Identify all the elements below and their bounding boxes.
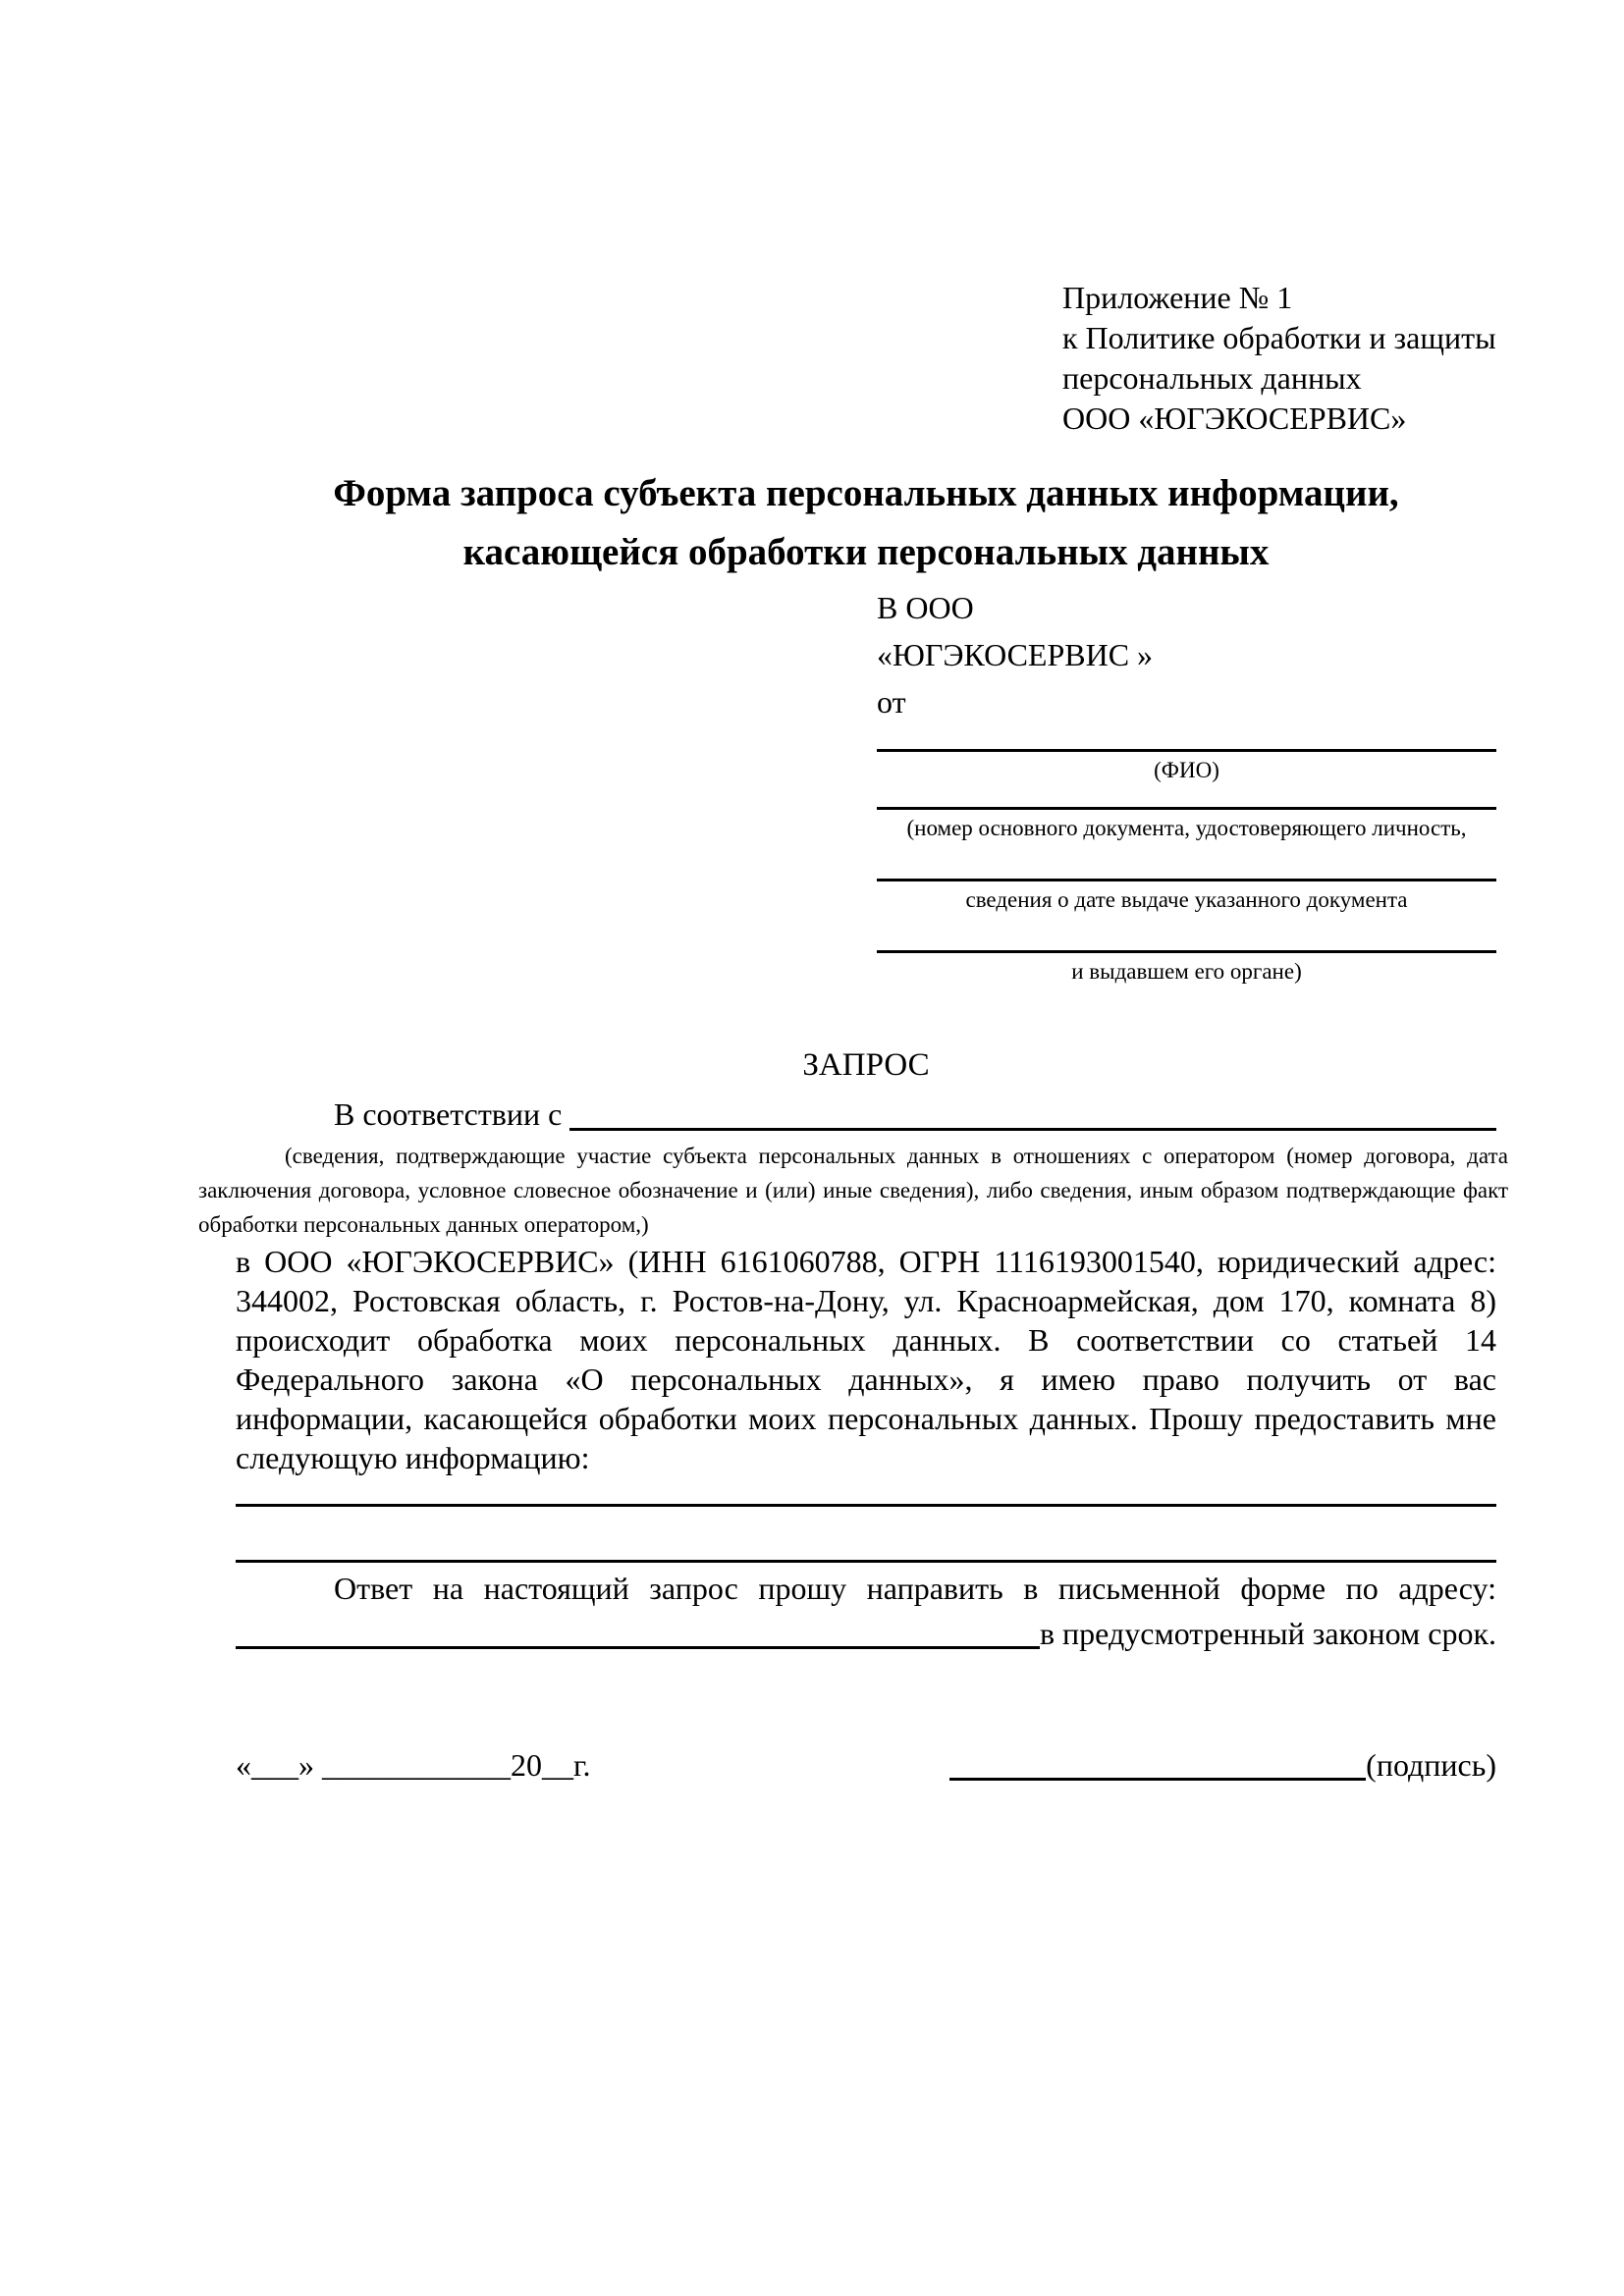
footnote-line-1: (сведения, подтверждающие участие субъекта персональных данных в отношениях с оператором (номер договора, дата — [285, 1144, 1508, 1168]
footnote-line-3: обработки персональных данных оператором,) — [198, 1212, 649, 1237]
request-heading: ЗАПРОС — [802, 1047, 930, 1083]
body-line-5: информации, касающейся обработки моих персональных данных. Прошу предоставить мне — [236, 1401, 1496, 1436]
appendix-block — [1062, 278, 1496, 439]
blank-fill-line-2 — [236, 1507, 1496, 1563]
document-title-line-1: Форма запроса субъекта персональных данных информации, — [333, 472, 1399, 514]
signature-group — [949, 1740, 1496, 1789]
addressee-org-line-2: «ЮГЭКОСЕРВИС » — [877, 637, 1154, 672]
issuing-authority-caption: и выдавшем его органе) — [1071, 959, 1302, 984]
fio-caption: (ФИО) — [1154, 758, 1219, 782]
issue-date-caption: сведения о дате выдаче указанного документа — [965, 887, 1408, 912]
addressee-from-label: от — [877, 684, 906, 720]
document-number-fill-line — [877, 785, 1496, 810]
footnote-block — [198, 1139, 1508, 1242]
intro-label: В соответствии с — [334, 1096, 563, 1132]
body-line-2: 344002, Ростовская область, г. Ростов-на-Дону, ул. Красноармейская, дом 170, комната 8) — [236, 1283, 1496, 1318]
footnote-line-2: заключения договора, условное словесное обозначение и (или) иные сведения), либо сведения, иным образом подтверждающие факт — [198, 1178, 1508, 1202]
issuing-authority-fill-line — [877, 915, 1496, 953]
appendix-line-4: ООО «ЮГЭКОСЕРВИС» — [1062, 400, 1407, 436]
issue-date-fill-line — [877, 843, 1496, 881]
appendix-line-1: Приложение № 1 — [1062, 280, 1293, 315]
intro-fill-line — [569, 1090, 1496, 1131]
intro-row — [236, 1090, 1496, 1139]
body-line-3: происходит обработка моих персональных данных. В соответствии со статьей 14 — [236, 1322, 1496, 1358]
document-title-line-2: касающейся обработки персональных данных — [462, 531, 1270, 573]
fio-fill-line — [877, 725, 1496, 752]
signature-fill-line — [949, 1778, 1366, 1781]
body-line-4: Федерального закона «О персональных данных», я имею право получить от вас — [236, 1362, 1496, 1397]
body-line-1: в ООО «ЮГЭКОСЕРВИС» (ИНН 6161060788, ОГРН 1116193001540, юридический адрес: — [236, 1244, 1496, 1279]
signature-row — [236, 1740, 1496, 1789]
body-paragraph — [236, 1242, 1496, 1477]
appendix-line-3: персональных данных — [1062, 360, 1362, 396]
body-line-6: следующую информацию: — [236, 1440, 590, 1475]
reply-address-fill-line — [236, 1611, 1040, 1649]
blank-fill-line-1 — [236, 1477, 1496, 1507]
signature-caption: (подпись) — [1366, 1747, 1496, 1783]
document-number-caption: (номер основного документа, удостоверяющего личность, — [906, 816, 1467, 840]
reply-line-2-suffix: в предусмотренный законом срок. — [1039, 1616, 1496, 1651]
addressee-org-line-1: В ООО — [877, 590, 974, 625]
reply-line-2 — [236, 1611, 1496, 1656]
date-placeholder: «___» ____________20__г. — [236, 1747, 591, 1783]
reply-line-1: Ответ на настоящий запрос прошу направить в письменной форме по адресу: — [334, 1571, 1496, 1606]
appendix-line-2: к Политике обработки и защиты — [1062, 320, 1496, 355]
addressee-block — [877, 584, 1496, 987]
document-title — [236, 464, 1496, 582]
